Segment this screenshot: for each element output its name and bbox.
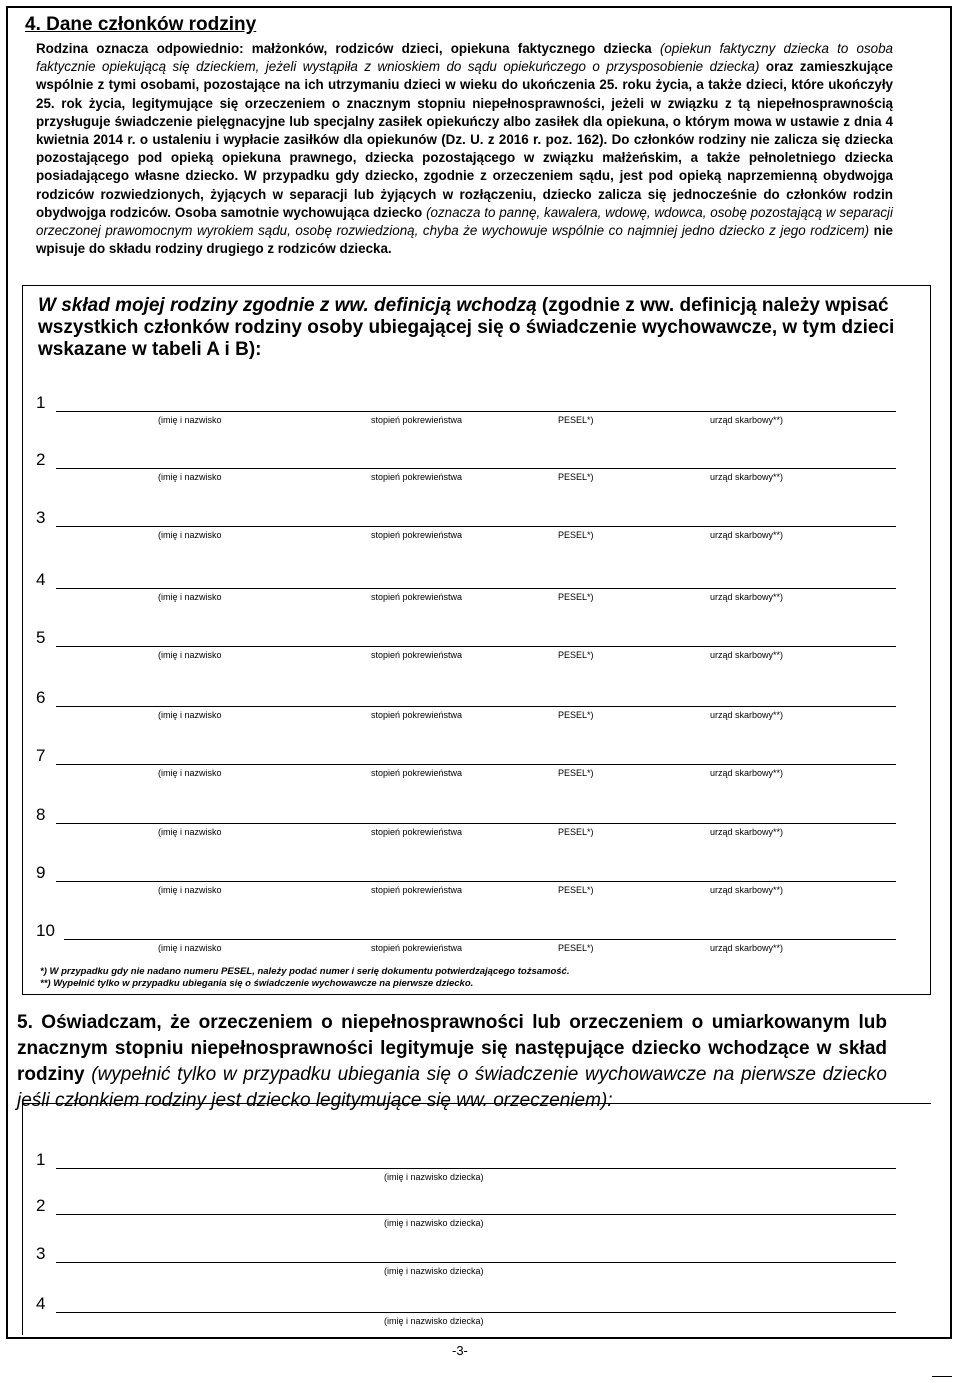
label-relation: stopień pokrewieństwa — [371, 530, 463, 540]
single-parent-rule: nie wpisuje do składu rodziny drugiego z rodziców dziecka. — [36, 223, 893, 257]
label-pesel: PESEL*) — [558, 472, 594, 482]
member-row — [36, 393, 896, 433]
heading-italic-part: W skład mojej rodziny zgodnie z ww. definicją wchodzą — [38, 295, 537, 316]
section-5-condition: (wypełnić tylko w przypadku ubiegania się o świadczenie wychowawcze na pierwsze dziecko jeśli członkiem rodziny jest dziecko legitymujące się ww. orzeczeniem): — [17, 1064, 888, 1111]
label-tax-office: urząd skarbowy**) — [710, 710, 784, 720]
label-pesel: PESEL*) — [558, 415, 594, 425]
label-tax-office: urząd skarbowy**) — [710, 592, 784, 602]
family-members-heading — [38, 295, 898, 361]
row-number: 3 — [36, 1244, 46, 1263]
child-row — [36, 1244, 896, 1284]
label-pesel: PESEL*) — [558, 943, 594, 953]
label-name: (imię i nazwisko — [158, 472, 222, 482]
label-tax-office: urząd skarbowy**) — [710, 827, 784, 837]
label-relation: stopień pokrewieństwa — [371, 472, 463, 482]
member-input-line[interactable] — [64, 939, 896, 940]
row-number: 5 — [36, 628, 46, 647]
label-pesel: PESEL*) — [558, 650, 594, 660]
label-name: (imię i nazwisko — [158, 768, 222, 778]
label-relation: stopień pokrewieństwa — [371, 943, 463, 953]
row-number: 4 — [36, 1294, 46, 1313]
member-input-line[interactable] — [56, 411, 896, 412]
label-relation: stopień pokrewieństwa — [371, 415, 463, 425]
single-parent-label: Osoba samotnie wychowująca dziecko — [174, 204, 423, 220]
member-input-line[interactable] — [56, 468, 896, 469]
row-number: 1 — [36, 393, 46, 412]
label-name: (imię i nazwisko — [158, 710, 222, 720]
row-number: 7 — [36, 746, 46, 765]
section-5-main: 5. Oświadczam, że orzeczeniem o niepełnosprawności lub orzeczeniem o umiarkowanym lub znacznym stopniu niepełnosprawności legitymuje się następujące dziecko wchodzące w skład rodziny — [17, 1012, 887, 1085]
label-name: (imię i nazwisko — [158, 827, 222, 837]
corner-dash — [932, 1376, 952, 1377]
label-relation: stopień pokrewieństwa — [371, 710, 463, 720]
label-child-name: (imię i nazwisko dziecka) — [384, 1316, 484, 1326]
row-number: 10 — [36, 921, 55, 940]
family-definition-text — [36, 40, 893, 258]
label-pesel: PESEL*) — [558, 530, 594, 540]
child-input-line[interactable] — [56, 1168, 896, 1169]
member-row — [36, 863, 896, 903]
member-input-line[interactable] — [56, 706, 896, 707]
child-row — [36, 1150, 896, 1190]
row-number: 2 — [36, 1196, 46, 1215]
member-input-line[interactable] — [56, 881, 896, 882]
label-name: (imię i nazwisko — [158, 650, 222, 660]
section-4-title: 4. Dane członków rodziny — [25, 14, 257, 35]
label-child-name: (imię i nazwisko dziecka) — [384, 1172, 484, 1182]
label-child-name: (imię i nazwisko dziecka) — [384, 1266, 484, 1276]
heading-rest-part: (zgodnie z ww. definicją należy wpisać wszystkich członków rodziny osoby ubiegającej się o świadczenie wychowawcze, w tym dzieci wskazane w tabeli A i B): — [38, 295, 895, 360]
member-row — [36, 450, 896, 490]
member-row — [36, 570, 896, 610]
row-number: 3 — [36, 508, 46, 527]
label-name: (imię i nazwisko — [158, 592, 222, 602]
label-tax-office: urząd skarbowy**) — [710, 650, 784, 660]
label-name: (imię i nazwisko — [158, 415, 222, 425]
label-name: (imię i nazwisko — [158, 530, 222, 540]
label-relation: stopień pokrewieństwa — [371, 827, 463, 837]
label-relation: stopień pokrewieństwa — [371, 650, 463, 660]
footnote-tax-office: **) Wypełnić tylko w przypadku ubiegania się o świadczenie wychowawcze na pierwsze dziecko. — [40, 978, 474, 989]
member-row — [36, 921, 896, 961]
member-row — [36, 508, 896, 548]
label-relation: stopień pokrewieństwa — [371, 885, 463, 895]
label-tax-office: urząd skarbowy**) — [710, 885, 784, 895]
member-row — [36, 628, 896, 668]
label-name: (imię i nazwisko — [158, 943, 222, 953]
row-number: 4 — [36, 570, 46, 589]
label-tax-office: urząd skarbowy**) — [710, 472, 784, 482]
child-input-line[interactable] — [56, 1214, 896, 1215]
def-part-a: Rodzina oznacza odpowiednio: małżonków, rodziców dzieci, opiekuna faktycznego dziecka — [36, 41, 652, 56]
single-parent-definition: (oznacza to pannę, kawalera, wdowę, wdowca, osobę pozostającą w separacji orzeczonej prawomocnym wyrokiem sądu, osobę rozwiedzioną, chyba że wychowuje wspólnie co najmniej jedno dziecko z jego rodzicem) — [36, 204, 893, 239]
member-input-line[interactable] — [56, 526, 896, 527]
label-relation: stopień pokrewieństwa — [371, 768, 463, 778]
member-row — [36, 746, 896, 786]
page-number: -3- — [452, 1343, 468, 1358]
label-tax-office: urząd skarbowy**) — [710, 415, 784, 425]
section-5-statement — [17, 1010, 887, 1114]
footnote-pesel: *) W przypadku gdy nie nadano numeru PESEL, należy podać numer i serię dokumentu potwierdzającego tożsamość. — [40, 966, 570, 977]
label-tax-office: urząd skarbowy**) — [710, 943, 784, 953]
member-input-line[interactable] — [56, 646, 896, 647]
label-name: (imię i nazwisko — [158, 885, 222, 895]
child-input-line[interactable] — [56, 1262, 896, 1263]
label-pesel: PESEL*) — [558, 885, 594, 895]
label-tax-office: urząd skarbowy**) — [710, 768, 784, 778]
def-part-d: Do członków rodziny nie zalicza się dziecka pozostającego pod opieką opiekuna prawnego, dziecka pozostającego w związku małżeńskim, a także pełnoletniego dziecka posiadającego własne dziecko. — [36, 132, 893, 184]
member-input-line[interactable] — [56, 588, 896, 589]
member-row — [36, 688, 896, 728]
def-part-c: oraz zamieszkujące wspólnie z tymi osobami, pozostające na ich utrzymaniu dzieci w wieku do ukończenia 25. roku życia, a także dzieci, które ukończyły 25. rok życia, legitymujące się orzeczeniem o znacznym stopniu niepełnosprawności, jeżeli w związku z tą niepełnosprawnością przysługuje świadczenie pielęgnacyjne lub specjalny zasiłek opiekuńczy albo zasiłek dla opiekuna, o którym mowa w ustawie z dnia 4 kwietnia 2014 r. o ustaleniu i wypłacie zasiłków dla opiekunów (Dz. U. z 2016 r. poz. 162). — [36, 59, 893, 148]
row-number: 8 — [36, 805, 46, 824]
label-child-name: (imię i nazwisko dziecka) — [384, 1218, 484, 1228]
label-relation: stopień pokrewieństwa — [371, 592, 463, 602]
member-input-line[interactable] — [56, 764, 896, 765]
row-number: 9 — [36, 863, 46, 882]
shared-custody-text: W przypadku gdy dziecko, zgodnie z orzeczeniem sądu, jest pod opieką naprzemienną obydwojga rodziców rozwiedzionych, żyjących w separacji lub żyjących w rozłączeniu, dziecko zalicza się jednocześnie do członków rodzin obydwojga rodziców. — [36, 168, 893, 220]
row-number: 6 — [36, 688, 46, 707]
child-row — [36, 1294, 896, 1334]
footnotes — [40, 966, 569, 990]
label-pesel: PESEL*) — [558, 710, 594, 720]
label-pesel: PESEL*) — [558, 827, 594, 837]
row-number: 2 — [36, 450, 46, 469]
row-number: 1 — [36, 1150, 46, 1169]
label-tax-office: urząd skarbowy**) — [710, 530, 784, 540]
member-row — [36, 805, 896, 845]
member-input-line[interactable] — [56, 823, 896, 824]
label-pesel: PESEL*) — [558, 768, 594, 778]
child-row — [36, 1196, 896, 1236]
label-pesel: PESEL*) — [558, 592, 594, 602]
child-input-line[interactable] — [56, 1312, 896, 1313]
def-part-b: (opiekun faktyczny dziecka to osoba faktycznie opiekującą się dzieckiem, jeżeli wystąpiła z wnioskiem do sądu opiekuńczego o przysposobienie dziecka) — [36, 41, 893, 75]
